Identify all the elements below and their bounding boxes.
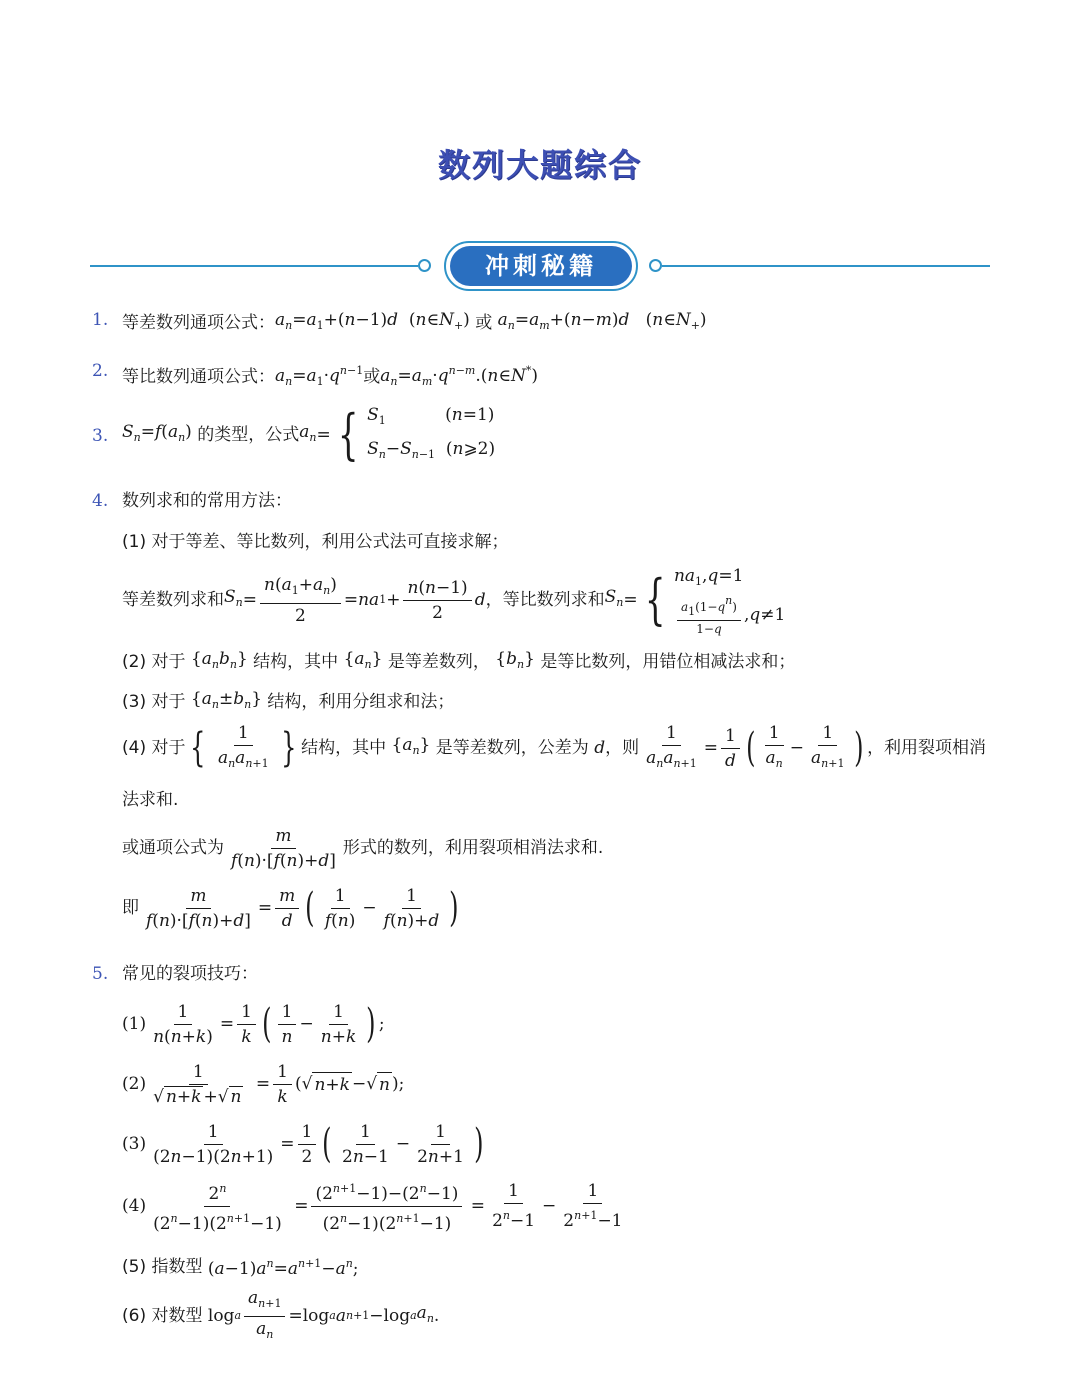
step-3-math: $\{a_n\pm b_n\}$ bbox=[185, 689, 268, 711]
step-4-text-c: 是等差数列，公差为 bbox=[435, 738, 589, 758]
step-4-text-a: (4) 对于 bbox=[122, 738, 186, 758]
arith-sum-label: 等差数列求和 bbox=[122, 590, 224, 610]
step-4-text-f: 法求和. bbox=[122, 790, 179, 810]
step-4-math-d: d bbox=[594, 738, 606, 758]
item-4-step-1-text: (1) 对于等差、等比数列，利用公式法可直接求解； bbox=[122, 532, 509, 552]
banner-dot-right bbox=[649, 259, 662, 272]
item-4-step-4-cont bbox=[122, 788, 178, 812]
page-title: 数列大题综合 bbox=[437, 146, 642, 184]
item-1-or: 或 bbox=[475, 313, 493, 333]
formula-geo-alt: $a_n=a_m\cdot q^{n-m}.(n\in N^*)$ bbox=[380, 364, 538, 388]
technique-1-math: $\frac{1}{n(n+k)}$ = $\frac{1}{k}$ ( $\frac{1}{n}$ − $\frac{1}{n+k}$ ) ; bbox=[153, 1001, 385, 1047]
step-5-math: $\frac{m}{f(n)\cdot[f(n)+d]}$ bbox=[231, 825, 336, 871]
item-3-formula bbox=[122, 405, 495, 465]
section-banner bbox=[90, 240, 990, 292]
banner-dot-left bbox=[418, 259, 431, 272]
step-4-text-e: ，利用裂项相消 bbox=[867, 738, 987, 758]
technique-5-label: (5) 指数型 bbox=[122, 1256, 203, 1277]
step-2-math-bn: $\{b_n\}$ bbox=[489, 649, 541, 671]
item-4-step-6 bbox=[122, 882, 462, 934]
geo-sum-label: ，等比数列求和 bbox=[485, 590, 605, 610]
item-1-label: 等差数列通项公式： bbox=[122, 313, 275, 333]
item-4-step-5 bbox=[122, 822, 603, 874]
technique-4-label: (4) bbox=[122, 1196, 147, 1216]
step-2-math-an: $\{a_n\}$ bbox=[338, 649, 388, 671]
item-2-formula bbox=[122, 359, 538, 394]
item-5-label-text: 常见的裂项技巧： bbox=[122, 964, 258, 984]
step-2-text-d: 是等比数列，用错位相减法求和； bbox=[540, 652, 796, 672]
step-4-math-set: { $\frac{1}{a_na_{n+1}}$ } bbox=[190, 722, 296, 771]
step-6-math: $\frac{m}{f(n)\cdot[f(n)+d]}$ = $\frac{m}{d}$ ( $\frac{1}{f(n)}$ − $\frac{1}{f(n)+d}$ ) bbox=[146, 885, 459, 931]
technique-4-math: $\frac{2^n}{(2^n-1)(2^{n+1}-1)}$ = $\frac{(2^{n+1}-1)-(2^n-1)}{(2^n-1)(2^{n+1}-1)}$ = $\frac{1}{2^n-1}$ − $\frac{1}{2^{n+1}-1}$ bbox=[146, 1178, 629, 1235]
item-4-sum-formulas bbox=[122, 566, 786, 636]
formula-geo-general: $a_n=a_1\cdot q^{n-1}$ bbox=[275, 364, 364, 388]
banner-label: 冲刺秘籍 bbox=[450, 246, 632, 286]
technique-6-math: log a $\frac{a_{n+1}}{a_n}$ =log a a n+1 −log a $a_n$ . bbox=[202, 1287, 440, 1341]
item-4-label-text: 数列求和的常用方法： bbox=[122, 491, 292, 511]
banner-line-left bbox=[90, 265, 418, 267]
item-4-step-3 bbox=[122, 687, 454, 717]
step-2-math-anbn: $\{a_nb_n\}$ bbox=[185, 649, 254, 671]
formula-sn-fan: $S_n=f(a_n)$ bbox=[122, 422, 198, 444]
technique-3-label: (3) bbox=[122, 1134, 147, 1154]
item-number-1: 1. bbox=[92, 310, 109, 330]
step-4-math-an: $\{a_n\}$ bbox=[386, 735, 436, 757]
item-number-2: 2. bbox=[92, 361, 109, 381]
technique-2-math: $\frac{1}{√ n+k +√ n}$ = $\frac{1}{k}$ (√ n+k −√ n ); bbox=[153, 1061, 405, 1107]
step-5-text-b: 形式的数列，利用裂项相消法求和. bbox=[342, 838, 604, 858]
item-number-5: 5. bbox=[92, 964, 109, 984]
geo-sum-formula: $S_n$ = { $na_1,q=1$ $\frac{a_1(1-q^n)}{1-q}$ , q ≠1 bbox=[604, 566, 786, 636]
step-3-text-b: 结构，利用分组求和法； bbox=[267, 692, 455, 712]
step-6-text: 即 bbox=[122, 898, 139, 918]
banner-line-right bbox=[662, 265, 990, 267]
step-4-text-b: 结构，其中 bbox=[301, 738, 387, 758]
split-technique-5 bbox=[122, 1252, 359, 1281]
item-4-step-1 bbox=[122, 530, 508, 554]
formula-an-cases: $a_n$ = { $S_1$ (n=1) $S_n-S_{n-1}$ (n⩾2) bbox=[299, 403, 496, 466]
split-technique-1 bbox=[122, 998, 385, 1050]
step-2-text-b: 结构，其中 bbox=[253, 652, 339, 672]
step-3-text-a: (3) 对于 bbox=[122, 692, 186, 712]
step-4-text-d: ，则 bbox=[605, 738, 640, 758]
technique-1-label: (1) bbox=[122, 1014, 147, 1034]
item-5-label bbox=[122, 962, 258, 986]
item-4-step-2 bbox=[122, 647, 795, 677]
technique-5-math: $(a-1)a^n=a^{n+1}-a^n$; bbox=[202, 1257, 359, 1279]
formula-arith-general: $a_n=a_1+(n-1)d$ $(n\in N_+)$ bbox=[275, 310, 476, 332]
step-2-text-a: (2) 对于 bbox=[122, 652, 186, 672]
item-2-label: 等比数列通项公式： bbox=[122, 366, 275, 387]
step-5-text-a: 或通项公式为 bbox=[122, 838, 224, 858]
split-technique-2 bbox=[122, 1058, 404, 1110]
item-2-or: 或 bbox=[363, 366, 381, 387]
split-technique-6 bbox=[122, 1287, 440, 1342]
item-number-4: 4. bbox=[92, 491, 109, 511]
item-4-label bbox=[122, 489, 292, 513]
step-2-text-c: 是等差数列， bbox=[387, 652, 490, 672]
item-4-step-4 bbox=[122, 722, 986, 774]
arith-sum-formula: $S_n$ = $\frac{n(a_1+a_n)}{2}$ = na 1 + $\frac{n(n-1)}{2}$ d bbox=[224, 574, 486, 626]
formula-arith-alt: $a_n=a_m+(n-m)d$ $(n\in N_+)$ bbox=[497, 310, 707, 332]
item-3-text: 的类型，公式 bbox=[197, 425, 300, 445]
split-technique-3 bbox=[122, 1118, 487, 1170]
split-technique-4 bbox=[122, 1180, 630, 1232]
technique-6-label: (6) 对数型 bbox=[122, 1306, 203, 1326]
technique-3-math: $\frac{1}{(2n-1)(2n+1)}$ = $\frac{1}{2}$ ( $\frac{1}{2n-1}$ − $\frac{1}{2n+1}$ ) bbox=[153, 1121, 484, 1167]
item-1-formula bbox=[122, 308, 707, 338]
item-number-3: 3. bbox=[92, 426, 109, 446]
technique-2-label: (2) bbox=[122, 1074, 147, 1094]
step-4-math-split: $\frac{1}{a_na_{n+1}}$ = $\frac{1}{d}$ ( $\frac{1}{a_n}$ − $\frac{1}{a_{n+1}}$ ) bbox=[646, 722, 864, 771]
